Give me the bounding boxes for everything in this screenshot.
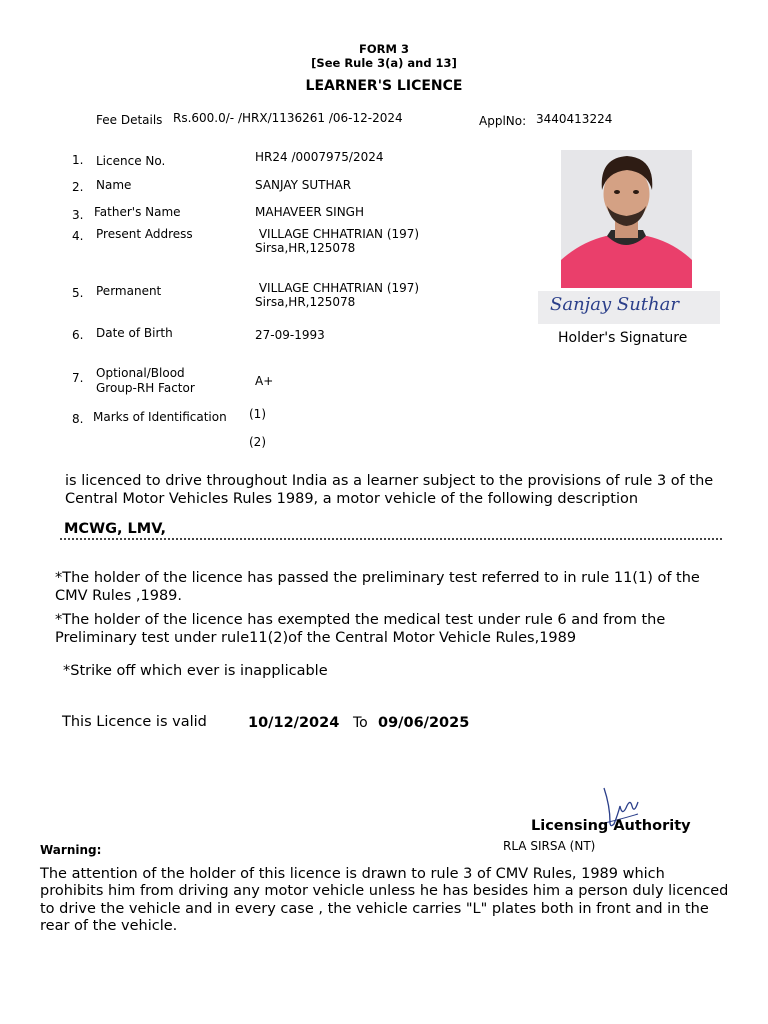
identification-mark-1: (1): [249, 407, 266, 421]
identification-marks-label: Marks of Identification: [93, 410, 227, 424]
warning-text: The attention of the holder of this licence is drawn to rule 3 of CMV Rules, 1989 which prohibits him from driving any motor vehicle unless he has besides him a person duly licenced to drive the vehicle and in every case , the vehicle carries "L" plates both in front and in the rear of the vehicle.: [40, 866, 729, 934]
present-address-label: Present Address: [96, 227, 193, 241]
appl-label: ApplNo:: [479, 114, 527, 128]
licence-no-label: Licence No.: [96, 154, 166, 168]
field-number: 8.: [72, 412, 84, 426]
permanent-address-label: Permanent: [96, 284, 162, 298]
present-address-line2: Sirsa,HR,125078: [255, 241, 356, 255]
licensing-authority-title: Licensing Authority: [531, 818, 691, 834]
appl-value: 3440413224: [536, 112, 613, 126]
validity-to-label: To: [353, 715, 368, 731]
field-number: 4.: [72, 229, 84, 243]
validity-label: This Licence is valid: [62, 714, 207, 730]
note-preliminary-test: *The holder of the licence has passed the preliminary test referred to in rule 11(1) of the CMV Rules ,1989.: [55, 570, 700, 604]
dob-label: Date of Birth: [96, 326, 173, 340]
warning-label: Warning:: [40, 843, 102, 857]
rule-reference: [See Rule 3(a) and 13]: [311, 56, 457, 70]
signature-caption: Holder's Signature: [558, 330, 688, 346]
page-title: LEARNER'S LICENCE: [305, 78, 463, 94]
blood-group-label-line1: Optional/Blood: [96, 366, 185, 380]
holder-photo: [561, 150, 692, 288]
field-number: 7.: [72, 371, 84, 385]
licence-statement: is licenced to drive throughout India as a learner subject to the provisions of rule 3 of the Central Motor Vehicles Rules 1989, a motor vehicle of the following description: [65, 473, 714, 507]
field-number: 1.: [72, 153, 84, 167]
name-value: SANJAY SUTHAR: [255, 178, 352, 192]
blood-group-value: A+: [255, 374, 274, 388]
note-medical-test: *The holder of the licence has exempted the medical test under rule 6 and from the Preliminary test under rule11(2)of the Central Motor Vehicle Rules,1989: [55, 612, 666, 646]
field-number: 5.: [72, 286, 84, 300]
fee-value: Rs.600.0/- /HRX/1136261 /06-12-2024: [173, 111, 403, 125]
present-address-line1: VILLAGE CHHATRIAN (197): [255, 227, 420, 241]
vehicle-class: MCWG, LMV,: [64, 521, 167, 537]
permanent-address-line1: VILLAGE CHHATRIAN (197): [255, 281, 420, 295]
father-name-label: Father's Name: [94, 205, 181, 219]
field-number: 2.: [72, 180, 84, 194]
form-number: FORM 3: [359, 42, 409, 56]
strike-off-note: *Strike off which ever is inapplicable: [63, 663, 328, 679]
permanent-address-line2: Sirsa,HR,125078: [255, 295, 356, 309]
dob-value: 27-09-1993: [255, 328, 325, 342]
father-name-value: MAHAVEER SINGH: [255, 205, 365, 219]
signature-script: Sanjay Suthar: [550, 294, 679, 315]
identification-mark-2: (2): [249, 435, 266, 449]
valid-from-date: 10/12/2024: [248, 715, 340, 731]
name-label: Name: [96, 178, 132, 192]
licence-no-value: HR24 /0007975/2024: [255, 150, 384, 164]
fee-label: Fee Details: [96, 113, 163, 127]
holder-signature: [538, 291, 720, 324]
authority-office: RLA SIRSA (NT): [503, 839, 596, 853]
field-number: 6.: [72, 328, 84, 342]
valid-to-date: 09/06/2025: [378, 715, 470, 731]
dotted-divider: [60, 538, 722, 540]
blood-group-label-line2: Group-RH Factor: [96, 381, 195, 395]
field-number: 3.: [72, 208, 84, 222]
